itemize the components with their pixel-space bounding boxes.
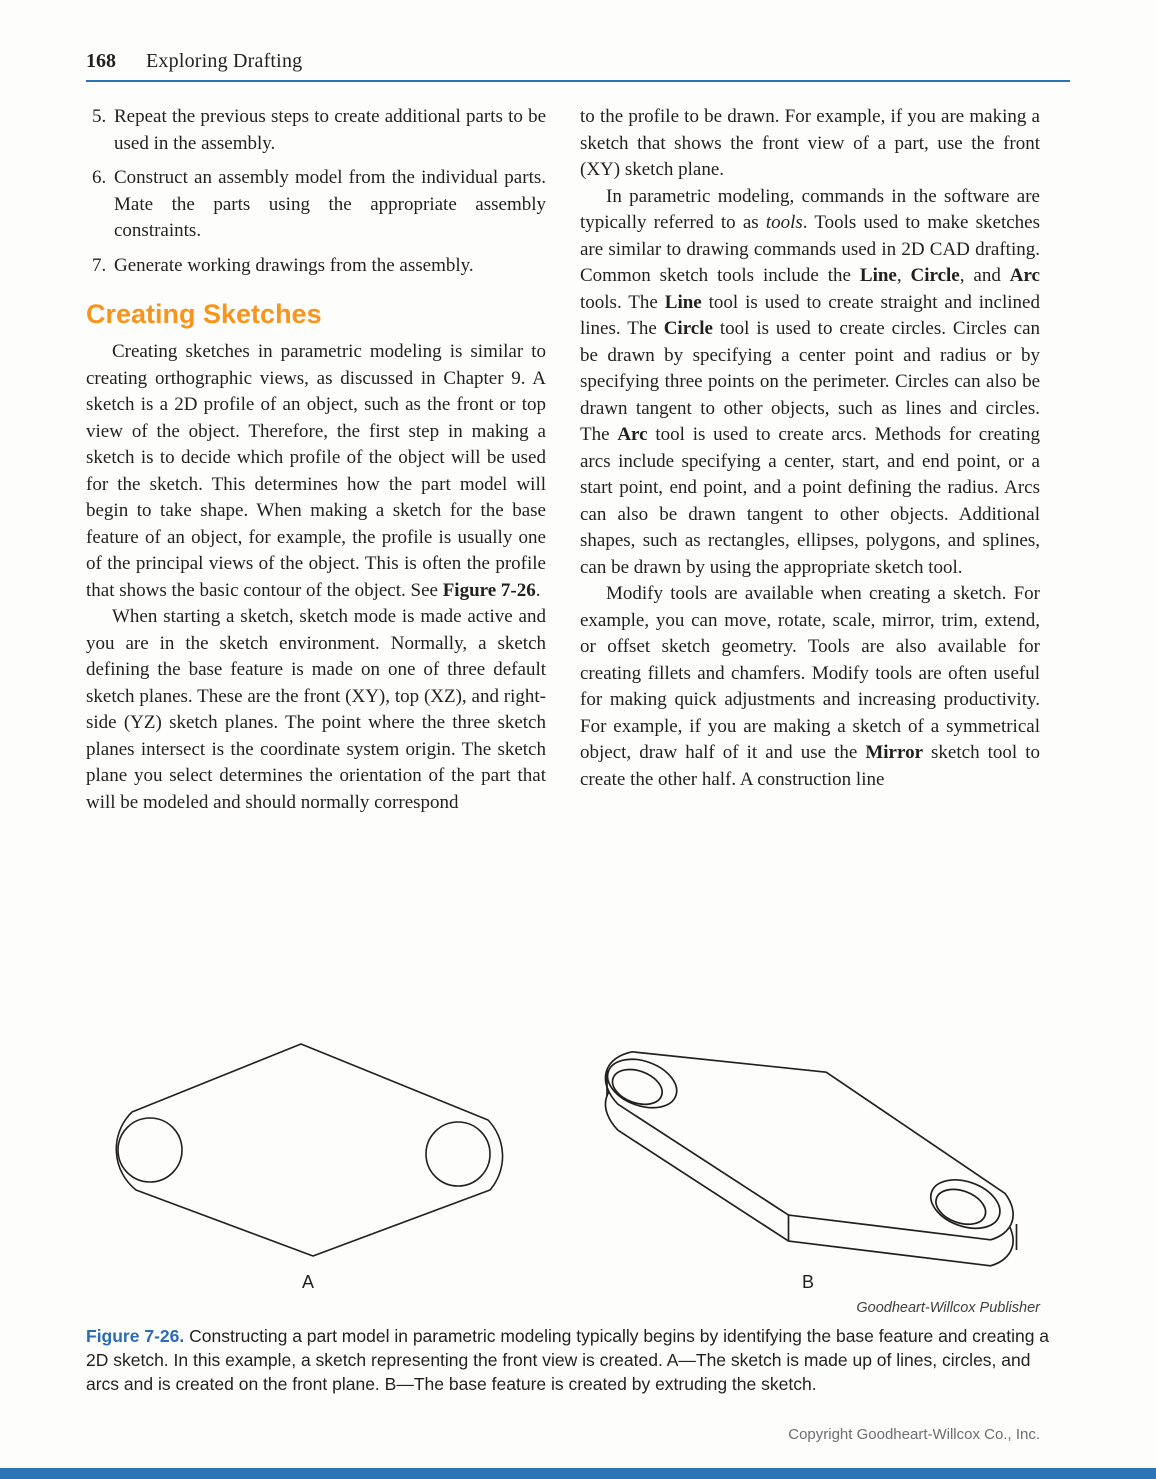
body-paragraph: to the profile to be drawn. For example, if you are making a sketch that shows the front view of a part, use the front (XY) sketch plane.	[580, 106, 1040, 180]
body-paragraph: Creating sketches in parametric modeling is similar to creating orthographic views, as discussed in Chapter 9. A sketch is a 2D profile of an object, such as the front or top view of the object. Therefore, the first step in making a sketch is to decide which profile of the object will be used for the sketch. This determines how the part model will begin to take shape. When making a sketch for the base feature of an object, for example, the profile is usually one of the principal views of the object. This is often the profile that shows the basic contour of the object. See Figure 7-26.	[86, 341, 546, 601]
page-number: 168	[86, 50, 116, 72]
figure-b-label: B	[802, 1272, 815, 1292]
figure-caption-text: Constructing a part model in parametric modeling typically begins by identifying the base feature and creating a 2D sketch. In this example, a sketch representing the front view is created. A—The sketch is made up of lines, circles, and arcs and is created on the front plane. B—The base feature is created by extruding the sketch.	[86, 1326, 1050, 1394]
figure-b-extruded-model-drawing	[578, 1028, 1048, 1274]
left-column	[86, 104, 546, 816]
list-item	[86, 104, 546, 157]
numbered-list	[86, 104, 546, 279]
right-column	[580, 104, 1040, 793]
section-heading: Creating Sketches	[86, 299, 322, 329]
body-paragraph: Modify tools are available when creating a sketch. For example, you can move, rotate, scale, mirror, trim, extend, or offset sketch geometry. Tools are also available for creating fillets and chamfers. Modify tools are often useful for making quick adjustments and increasing productivity. For example, if you are making a sketch of a symmetrical object, draw half of it and use the Mirror sketch tool to create the other half. A construction line	[580, 583, 1040, 790]
list-item-text: Generate working drawings from the assembly.	[114, 254, 474, 276]
page-header	[86, 50, 1070, 73]
list-item	[86, 253, 546, 280]
list-item	[86, 165, 546, 245]
running-title: Exploring Drafting	[146, 50, 303, 72]
list-item-number: 7.	[92, 254, 107, 276]
figure-a-2d-sketch-drawing	[88, 1040, 528, 1264]
right-hole-circle	[426, 1122, 490, 1186]
copyright-footer: Copyright Goodheart-Willcox Co., Inc.	[788, 1426, 1040, 1443]
body-paragraph: When starting a sketch, sketch mode is made active and you are in the sketch environment. Normally, a sketch defining the base feature is made on one of three default sketch planes. These are the front (XY), top (XZ), and right-side (YZ) sketch planes. The point where the three sketch planes intersect is the coordinate system origin. The sketch plane you select determines the orientation of the part that will be modeled and should normally correspond	[86, 606, 546, 813]
sketch-outline	[116, 1044, 502, 1256]
list-item-text: Repeat the previous steps to create additional parts to be used in the assembly.	[114, 106, 546, 154]
body-paragraph: In parametric modeling, commands in the software are typically referred to as tools. Tools used to make sketches are similar to drawing commands used in 2D CAD drafting. Common sketch tools include the Line, Circle, and Arc tools. The Line tool is used to create straight and inclined lines. The Circle tool is used to create circles. Circles can be drawn by specifying a center point and radius or by specifying three points on the perimeter. Circles can also be drawn tangent to other objects, such as lines and circles. The Arc tool is used to create arcs. Methods for creating arcs include specifying a center, start, and end point, or a start point, end point, and a point defining the radius. Arcs can also be drawn tangent to other objects. Additional shapes, such as rectangles, ellipses, polygons, and splines, can be drawn by using the appropriate sketch tool.	[580, 185, 1040, 578]
bottom-accent-bar	[0, 1468, 1156, 1479]
publisher-credit: Goodheart-Willcox Publisher	[856, 1300, 1040, 1316]
figure-caption	[86, 1324, 1058, 1396]
figure-7-26	[86, 1026, 1070, 1318]
list-item-number: 5.	[92, 106, 107, 127]
list-item-text: Construct an assembly model from the individual parts. Mate the parts using the appropriate assembly constraints.	[114, 167, 546, 241]
figure-caption-label: Figure 7-26.	[86, 1326, 185, 1346]
left-hole-circle	[118, 1118, 182, 1182]
list-item-number: 6.	[92, 167, 107, 188]
header-rule	[86, 80, 1070, 82]
figure-a-label: A	[302, 1272, 315, 1292]
